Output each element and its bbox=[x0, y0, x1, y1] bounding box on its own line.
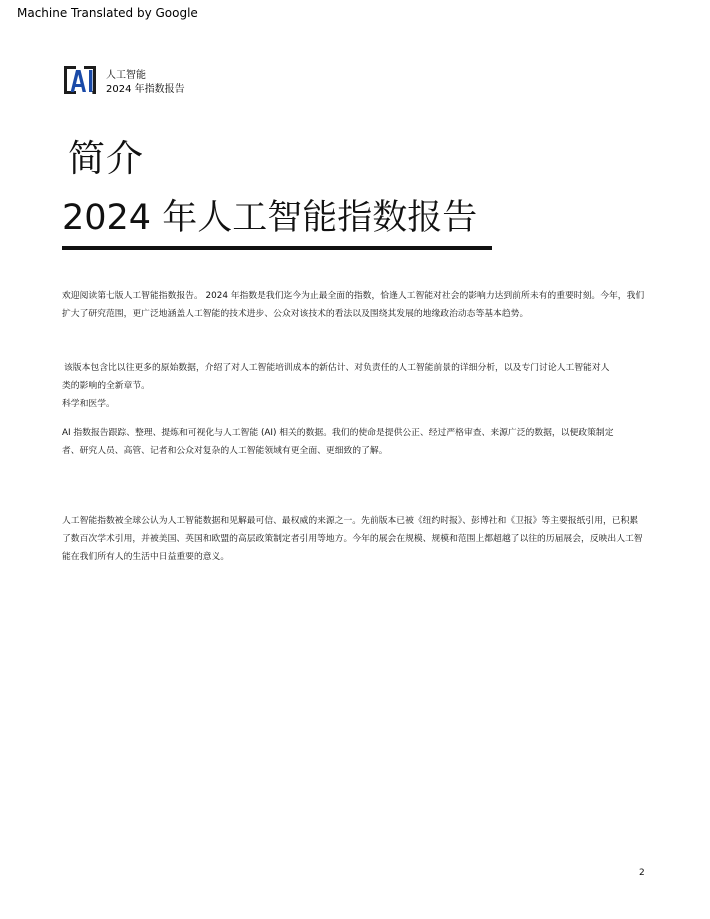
paragraph-line: 人工智能指数被全球公认为人工智能数据和见解最可信、最权威的来源之一。先前版本已被《纽约时报》、彭博社和《卫报》等主要报纸引用，已积累 bbox=[62, 516, 639, 526]
paragraph-3 bbox=[62, 424, 632, 460]
page-number: 2 bbox=[639, 868, 645, 878]
title-underline bbox=[62, 246, 492, 250]
paragraph-2 bbox=[62, 359, 632, 413]
section-label: 简介 bbox=[68, 137, 144, 180]
paragraph-line: 科学和医学。 bbox=[62, 399, 115, 409]
paragraph-line: 了数百次学术引用，并被美国、英国和欧盟的高层政策制定者引用等地方。今年的展会在规模、规模和范围上都超越了以往的历届展会，反映出人工智 bbox=[62, 534, 643, 544]
paragraph-4 bbox=[62, 512, 643, 566]
page-title: 2024 年人工智能指数报告 bbox=[62, 198, 478, 238]
paragraph-line: 该版本包含比以往更多的原始数据，介绍了对人工智能培训成本的新估计、对负责任的人工智能前景的详细分析，以及专门讨论人工智能对人 bbox=[64, 363, 610, 373]
paragraph-line: 类的影响的全新章节。 bbox=[62, 381, 150, 391]
paragraph-1 bbox=[62, 287, 645, 323]
paragraph-line: 扩大了研究范围，更广泛地涵盖人工智能的技术进步、公众对该技术的看法以及围绕其发展的地缘政治动态等基本趋势。 bbox=[62, 309, 529, 319]
ai-index-logo-icon bbox=[62, 64, 98, 96]
paragraph-line: AI 指数报告跟踪、整理、提炼和可视化与人工智能 (AI) 相关的数据。我们的使命是提供公正、经过严格审查、来源广泛的数据，以便政策制定 bbox=[62, 428, 614, 438]
header-logo-text bbox=[106, 69, 185, 97]
logo-line-1: 人工智能 bbox=[106, 70, 146, 81]
paragraph-line: 欢迎阅读第七版人工智能指数报告。 2024 年指数是我们迄今为止最全面的指数，恰逢人工智能对社会的影响力达到前所未有的重要时刻。今年，我们 bbox=[62, 291, 645, 301]
logo-line-2: 2024 年指数报告 bbox=[106, 84, 185, 95]
paragraph-line: 能在我们所有人的生活中日益重要的意义。 bbox=[62, 552, 230, 562]
paragraph-line: 者、研究人员、高管、记者和公众对复杂的人工智能领域有更全面、更细致的了解。 bbox=[62, 446, 388, 456]
machine-translation-banner: Machine Translated by Google bbox=[17, 6, 198, 20]
